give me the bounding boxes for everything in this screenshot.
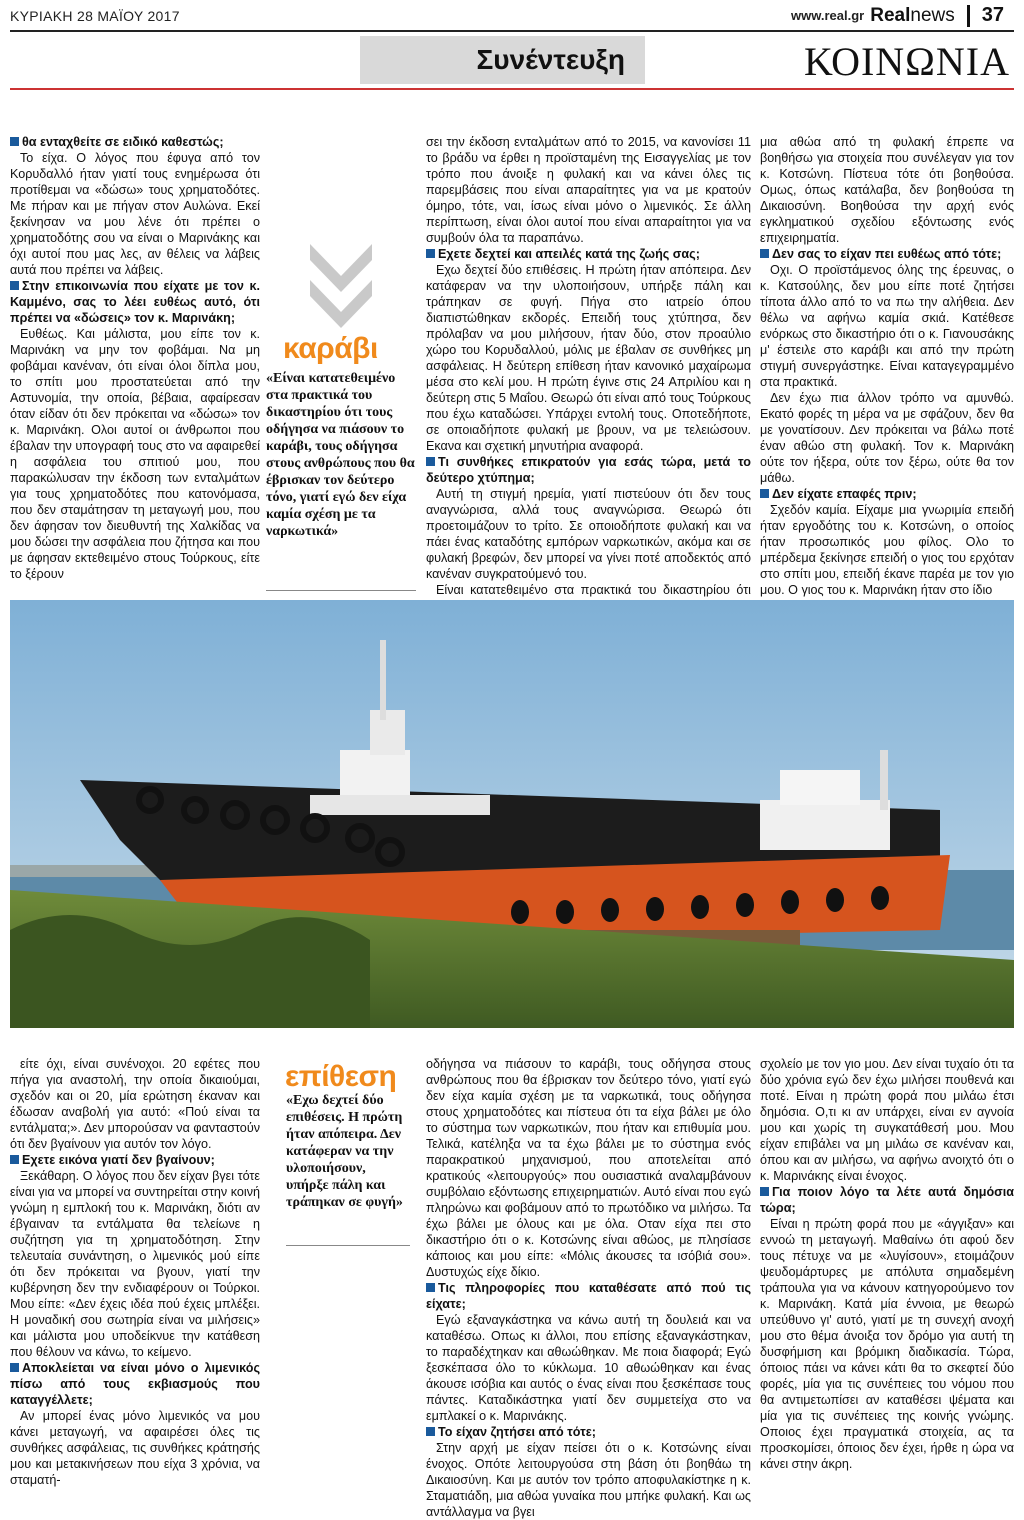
question-text: Δεν σας το είχαν πει ευθέως από τότε; bbox=[772, 247, 1002, 261]
interview-answer: είτε όχι, είναι συνένοχοι. 20 εφέτες που πήγα για αναστολή, την οποία δικαιούμαι, σχεδόν και οι 20, μία ερώτηση έκαναν και έδωσαν αναβολή για αυτό: «Πού είναι τα εντάλματα;». Δεν μπορούσαν να φανταστούν ότι δεν βγαίνουν για αυτόν τον λόγο. bbox=[10, 1057, 260, 1151]
column-5 bbox=[426, 1056, 751, 1520]
column-1 bbox=[10, 134, 260, 582]
interview-answer: Εγώ εξαναγκάστηκα να κάνω αυτή τη δουλειά και να καταθέσω. Οπως κι άλλοι, που επίσης εξαναγκάστηκαν, το παραδέχτηκαν και αθωώθηκαν. Με ποια διαφορά; Εγώ ξεσκέπασα όλο το κύκλωμα. 10 αθωώθηκαν και ένας άκουσε ισόβια και αυτός ο ένας είναι που ξεσκέπασε τους πάντες. Καταδικάστηκα γιατί δεν συμμετείχα στο να εμπλακεί ο κ. Μαρινάκης. bbox=[426, 1313, 751, 1423]
interview-question bbox=[426, 454, 751, 486]
interview-answer: Αυτή τη στιγμή ηρεμία, γιατί πιστεύουν ότι δεν τους αναγνώρισα, αλλά τους αναγνώρισα. Θεωρώ ότι προετοιμάζουν το τρίτο. Σε οποιοδήποτε φυλακή και να πάει ένας καταδότης εμπόρων ναρκωτικών, ακόμα και σε φυλακή βρεφών, δεν μπορεί να γίνει ποτέ αποδεκτός από κανέναν συγκρατούμενό του. bbox=[426, 487, 751, 581]
section-title: Συνέντευξη bbox=[476, 44, 625, 75]
interview-answer: Ευθέως. Και μάλιστα, μου είπε τον κ. Μαρινάκη να μην τον φοβάμαι. Να μη φοβάμαι κανέναν, ότι είναι όλοι δίπλα μου, το σπίτι μου προστατεύεται από την Αστυνομία, την οποία, βέβαια, αφαίρεσαν όταν είδαν ότι δεν πρόκειται να «δώσω» τον κ. Μαρινάκη. Ολοι αυτοί οι άνθρωποι που έβαλαν την υπογραφή τους στο να αφαιρεθεί η ασφάλεια του σπιτιού μου, που παρακώλυσαν την έκδοση των ενταλμάτων για τους χρηματοδότες που κατονόμασα, που δεν σταμάτησαν τη μεταγωγή μου, που δεν άφησαν τον διευθυντή της Χαλκίδας να μου δώσει την ασφάλεια που ζήτησα και που με άφησαν εκτεθειμένο στους Τούρκους, είτε το ξέρουν bbox=[10, 327, 260, 581]
question-marker-icon bbox=[10, 1363, 19, 1372]
pullquote-1-text: «Είναι κατατεθειμένο στα πρακτικά του δικαστηρίου ότι τους οδήγησα να πιάσουν το καράβι, τους οδήγησα στους ανθρώπους που θα έβρισκαν τον δεύτερο τόνο, γιατί εγώ δεν είχα καμία σχέση με τα ναρκωτικά» bbox=[266, 371, 415, 539]
chevrons-icon bbox=[306, 240, 376, 340]
interview-question bbox=[10, 134, 260, 150]
question-marker-icon bbox=[760, 1187, 769, 1196]
interview-question bbox=[426, 1424, 751, 1440]
site-url: www.real.gr bbox=[791, 8, 865, 23]
question-text: Τι συνθήκες επικρατούν για εσάς τώρα, μετά το δεύτερο χτύπημα; bbox=[426, 455, 751, 485]
question-text: Το είχαν ζητήσει από τότε; bbox=[438, 1425, 596, 1439]
question-text: Στην επικοινωνία που είχατε με τον κ. Καμμένο, σας το λέει ευθέως αυτό, ότι πρέπει να «δώσεις» τον κ. Μαρινάκη; bbox=[10, 279, 260, 325]
brand-part-a: Real bbox=[870, 4, 911, 26]
interview-answer: Εχω δεχτεί δύο επιθέσεις. Η πρώτη ήταν απόπειρα. Δεν κατάφεραν να την υλοποιήσουν, υπήρξε πάλη και τράπηκαν σε φυγή. Πήγα στο ιατρείο όπου διαπιστώθηκαν εκδορές. Επειδή τους χτύπησα, δεν πρόλαβαν να μου μιλήσουν, ήταν δύο, στον προαύλιο χώρο του Κορυδαλλού, μόλις με έβαλαν σε συνθήκες μη ασφάλειας. Η δεύτερη επίθεση ήταν κανονικό μαχαίρωμα μέσα στο κελί μου. Η πρώτη έγινε στις 24 Απριλίου και η δεύτερη στις 5 Μαΐου. Θεωρώ ότι είναι από τους Τούρκους που έχω καταδώσει. Υπάρχει εντολή τους. Οποτεδήποτε, σε οποιαδήποτε φυλακή με βρουν, να με τελειώσουν. Εκανα και σχετική μηνυτήρια αναφορά. bbox=[426, 263, 751, 453]
pullquote-2-rule bbox=[286, 1245, 410, 1246]
interview-answer: οδήγησα να πιάσουν το καράβι, τους οδήγησα στους ανθρώπους που θα έβρισκαν τον δεύτερο τόνο, γιατί εγώ δεν είχα καμία σχέση με τα ναρκωτικά, τους οδήγησα στους χρηματοδότες και πίστευα ότι τα είχα βάλει με όλο το σύστημα των ναρκωτικών, που ήταν και επιθυμία μου. Τελικά, κατέληξα να τα έχω βάλει με το σύστημα ενός παρακρατικού μηχανισμού, που αποτελείται από κρατικούς «λειτουργούς» που ουσιαστικά αναλαμβάνουν συμβόλαιο εξόντωσης επιχειρηματιών. Αυτό είναι που εγώ πληρώνω και φοβάμουν από το πρωτόδικο να μιλήσω. Τα έχω βάλει με όλους και με όλα. Οταν είχα πει στο δικαστήριο ότι ο κ. Κοτσώνης είναι αθώος, με πλησίασε κάποιος και μου είπε: «Μόλις άκουσες τα ισόβιά σου». Δυστυχώς είχε δίκιο. bbox=[426, 1057, 751, 1279]
interview-answer: Οχι. Ο προϊστάμενος όλης της έρευνας, ο κ. Κατσούλης, δεν μου είπε ποτέ ζητήσει τίποτα άλλο από το να πω την αλήθεια. Δεν θέλω να αφήνω καμία σκιά. Κατέθεσε ενόρκως στο δικαστήριο ότι ο κ. Γιανουσάκης μ' έστειλε στο καράβι και από την πρώτη στιγμή συνεργάστηκε. Είναι καταγεγραμμένο στα πρακτικά. bbox=[760, 263, 1014, 389]
question-marker-icon bbox=[426, 249, 435, 258]
question-text: Δεν είχατε επαφές πριν; bbox=[772, 487, 917, 501]
interview-question bbox=[426, 1280, 751, 1312]
question-text: Αποκλείεται να είναι μόνο ο λιμενικός πίσω από τους εκβιασμούς που καταγγέλλετε; bbox=[10, 1361, 260, 1407]
interview-question bbox=[426, 246, 751, 262]
page-number: 37 bbox=[981, 4, 1004, 26]
question-text: Τις πληροφορίες που καταθέσατε από πού τις είχατε; bbox=[426, 1281, 751, 1311]
brand-part-b: news bbox=[910, 4, 955, 26]
column-6 bbox=[760, 1056, 1014, 1472]
interview-question bbox=[10, 278, 260, 326]
column-4 bbox=[10, 1056, 260, 1488]
question-marker-icon bbox=[10, 281, 19, 290]
pullquote-1-rule bbox=[266, 590, 416, 591]
interview-answer: Αν μπορεί ένας μόνο λιμενικός να μου κάνει μεταγωγή, να αφαιρέσει όλες τις συνθήκες ασφάλειας, τις συνθήκες κράτησής μου και μετακινήσεων που είχα 3 χρόνια, να σταματή- bbox=[10, 1409, 260, 1487]
interview-answer: σχολείο με τον γιο μου. Δεν είναι τυχαίο ότι τα δύο χρόνια εγώ δεν έχω μιλήσει πουθενά και ποτέ. Είναι η πρώτη φορά που μιλάω έτσι δημόσια. Ο,τι κι αν υπάρχει, είναι εν αγνοία μου και χωρίς τη συγκατάθεσή μου. Μου είχαν επιβάλει να μη μιλάω σε κανέναν και, όπου και αν μιλήσω, να αφήνω ανοιχτό ότι ο κ. Μαρινάκης είναι ένοχος. bbox=[760, 1057, 1014, 1183]
question-text: θα ενταχθείτε σε ειδικό καθεστώς; bbox=[22, 135, 224, 149]
question-marker-icon bbox=[760, 489, 769, 498]
ship-illustration bbox=[10, 600, 1014, 1028]
question-marker-icon bbox=[426, 457, 435, 466]
question-marker-icon bbox=[10, 137, 19, 146]
interview-question bbox=[760, 486, 1014, 502]
question-marker-icon bbox=[760, 249, 769, 258]
column-2 bbox=[426, 134, 751, 614]
masthead bbox=[791, 4, 1004, 27]
red-rule bbox=[10, 88, 1014, 90]
interview-question bbox=[10, 1152, 260, 1168]
interview-question bbox=[760, 1184, 1014, 1216]
interview-question bbox=[760, 246, 1014, 262]
interview-answer: Σχεδόν καμία. Είχαμε μια γνωριμία επειδή ήταν εργοδότης του κ. Κοτσώνη, ο οποίος ήταν προσωπικός μου φίλος. Ολο το μπέρδεμα ξεκίνησε επειδή ο γιος του ερχόταν στο σπίτι μου, επειδή έκανε παρέα με τον γιο μου. Ο γιος του κ. Μαρινάκη ήταν στο ίδιο bbox=[760, 503, 1014, 597]
brand-logo bbox=[870, 5, 955, 27]
question-marker-icon bbox=[10, 1155, 19, 1164]
interview-answer: Το είχα. Ο λόγος που έφυγα από τον Κορυδαλλό ήταν γιατί τους ενημέρωσα ότι προτίθεμαι να «δώσω» τους χρηματοδότες. Με πήραν και με πήγαν στον Αυλώνα. Εκεί ξεκίνησαν να μου λένε ότι πρέπει ο χρηματοδότης σου να είναι ο Μαρινάκης και όχι αυτοί που μας λες, αν θέλεις να λάβεις αυτά που πρέπει να λάβεις. bbox=[10, 151, 260, 277]
interview-answer: σει την έκδοση ενταλμάτων από το 2015, να κανονίσει 11 το βράδυ να έρθει η προϊσταμένη της Εισαγγελίας με τον τρόπο που άνοιξε η φυλακή και να κάνει όλες τις παρεμβάσεις που είναι απαραίτητες για να με κρατούν όμηρο, τότε, ναι, ίσως είναι μόνο ο λιμενικός. Σε άλλη περίπτωση, είναι όλοι αυτοί που είναι απαραίτητοι για να συμβούν όλα τα παραπάνω. bbox=[426, 135, 751, 245]
pullquote-2-text: «Εχω δεχτεί δύο επιθέσεις. Η πρώτη ήταν απόπειρα. Δεν κατάφεραν να την υλοποιήσουν, υπήρξε πάλη και τράπηκαν σε φυγή» bbox=[286, 1093, 403, 1210]
interview-question bbox=[10, 1360, 260, 1408]
question-text: Εχετε εικόνα γιατί δεν βγαίνουν; bbox=[22, 1153, 215, 1167]
column-3 bbox=[760, 134, 1014, 598]
issue-date: ΚΥΡΙΑΚΗ 28 ΜΑΪΟΥ 2017 bbox=[10, 8, 180, 24]
interview-answer: Είναι η πρώτη φορά που με «άγγιξαν» και εννοώ τη μεταγωγή. Μαθαίνω ότι αφού δεν τους πέτυχε να με «λυγίσουν», ετοιμάζουν ψευδομάρτυρες με απόλυτα σημαδεμένη τράπουλα για να κάνουν κατηγορούμενο τον κ. Μαρινάκη. Κατά μία έννοια, με θεωρώ υπεύθυνο γι' αυτό, γιατί με τη συνεχή ανοχή μου στο θέμα άνοιξα τον δρόμο για αυτή τη δυσφήμιση και βρόμικη διαδικασία. Τώρα, όποιος πάει να κάνει κάτι θα το σκεφτεί δύο φορές, μία για τις συνέπειες του νόμου που θα αντιμετωπίσει αν καταθέσει ψέματα και μία για τις συνέπειες της κοινής γνώμης. Οποιος έχει πραγματικά στοιχεία, ας τα προσκομίσει, όποιος δεν έχει, ήρθε η ώρα να κάνει στην άκρη. bbox=[760, 1217, 1014, 1471]
divider bbox=[967, 5, 970, 27]
question-marker-icon bbox=[426, 1283, 435, 1292]
top-rule bbox=[10, 30, 1014, 32]
interview-answer: Δεν έχω πια άλλον τρόπο να αμυνθώ. Εκατό φορές τη μέρα να με σφάζουν, δεν θα με γονατίσουν. Δεν πρόκειται να βάλω ποτέ έναν αθώο στη φυλακή. Τον κ. Μαρινάκη ούτε τον ήξερα, ούτε τον ξέρω, ούτε θα τον μάθω. bbox=[760, 391, 1014, 485]
pullquote-1-word: καράβι bbox=[283, 332, 378, 365]
interview-answer: μια αθώα από τη φυλακή έπρεπε να βοηθήσω για στοιχεία που συνέλεγαν για τον κ. Κοτσώνη. Πίστευα τότε ότι βοηθούσα. Ομως, όπως κατάλαβα, δεν βοηθούσα τη Δικαιοσύνη. Βοηθούσα την αρχή ενός εγκληματικού σχεδίου εξόντωσης ενός επιχειρηματία. bbox=[760, 135, 1014, 245]
question-text: Εχετε δεχτεί και απειλές κατά της ζωής σας; bbox=[438, 247, 700, 261]
question-text: Για ποιον λόγο τα λέτε αυτά δημόσια τώρα; bbox=[760, 1185, 1014, 1215]
interview-answer: Στην αρχή με είχαν πείσει ότι ο κ. Κοτσώνης είναι ένοχος. Οπότε λειτουργούσα στη βάση ότι βοηθάω τη Δικαιοσύνη. Και με αυτόν τον τρόπο αποφυλακίστηκε η κ. Σταματιάδη, μια αθώα γυναίκα που μπήκε φυλακή. Και ως αντάλλαγμα να βγει bbox=[426, 1441, 751, 1519]
interview-answer: Ξεκάθαρη. Ο λόγος που δεν είχαν βγει τότε είναι για να μπορεί να συντηρείται στην κοινή γνώμη η εμπλοκή του κ. Μαρινάκη, διότι αν έβγαιναν τα εντάλματα θα τελείωνε η συζήτηση για τη χρηματοδότηση. Στην τελευταία συνάντηση, ο λιμενικός μού είπε ότι δεν πρόκειται να βγουν, γιατί την κυβέρνηση δεν την ενδιαφέρουν οι Τούρκοι. Μου είπε: «Δεν έχεις ιδέα πού έχεις μπλέξει. Η μοναδική σου σωτηρία είναι να μιλήσεις» και μάλιστα μου υποδείκνυε την κατάθεση που θέλουν να κάνω, το κείμενο. bbox=[10, 1169, 260, 1359]
pullquote-2-word: επίθεση bbox=[285, 1060, 397, 1093]
interview-answer: Είναι κατατεθειμένο στα πρακτικά του δικαστηρίου ότι bbox=[436, 583, 751, 597]
ship-photo bbox=[10, 600, 1014, 1028]
category-title: ΚΟΙΝΩΝΙΑ bbox=[803, 39, 1010, 84]
question-marker-icon bbox=[426, 1427, 435, 1436]
